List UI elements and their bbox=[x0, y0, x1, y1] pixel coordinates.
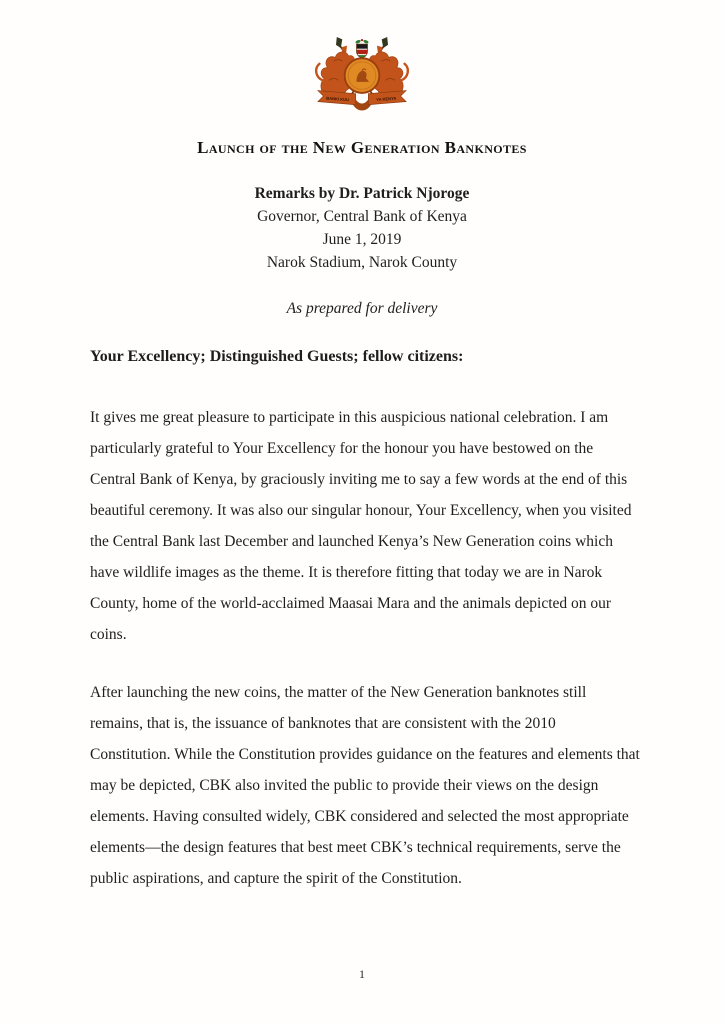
banner-text-right: YA KENYA bbox=[376, 95, 397, 103]
date-line: June 1, 2019 bbox=[322, 231, 402, 248]
medallion-icon bbox=[345, 58, 380, 93]
banner-text-left: BANKI KUU bbox=[326, 95, 350, 103]
delivery-note: As prepared for delivery bbox=[286, 300, 438, 317]
speaker-line: Remarks by Dr. Patrick Njoroge bbox=[254, 185, 470, 202]
document-body bbox=[90, 348, 640, 894]
governor-line: Governor, Central Bank of Kenya bbox=[257, 208, 467, 225]
body-paragraph: It gives me great pleasure to participate in this auspicious national celebration. I am particularly grateful to Your Excellency for the honour you have bestowed on the Central Bank of Kenya, by graciously inviting me to say a few words at the end of this beautiful ceremony. It was also our singular honour, Your Excellency, when you visited the Central Bank last December and launched Kenya’s New Generation coins which have wildlife images as the theme. It is therefore fitting that today we are in Narok County, home of the world-acclaimed Maasai Mara and the animals depicted on our coins. bbox=[90, 409, 632, 643]
salutation: Your Excellency; Distinguished Guests; fellow citizens: bbox=[90, 348, 464, 365]
cbk-crest-logo bbox=[310, 34, 414, 114]
page-number: 1 bbox=[359, 967, 365, 981]
shield-icon bbox=[355, 39, 369, 58]
body-paragraph: After launching the new coins, the matter of the New Generation banknotes still remains, that is, the issuance of banknotes that are consistent with the 2010 Constitution. While the Constitution provides guidance on the features and elements that may be depicted, CBK also invited the public to provide their views on the design elements. Having consulted widely, CBK considered and selected the most appropriate elements—the design features that best meet CBK’s technical requirements, serve the public aspirations, and capture the spirit of the Constitution. bbox=[90, 684, 640, 887]
document-title: Launch of the New Generation Banknotes bbox=[197, 138, 527, 157]
document-header bbox=[0, 182, 724, 274]
venue-line: Narok Stadium, Narok County bbox=[266, 254, 458, 271]
